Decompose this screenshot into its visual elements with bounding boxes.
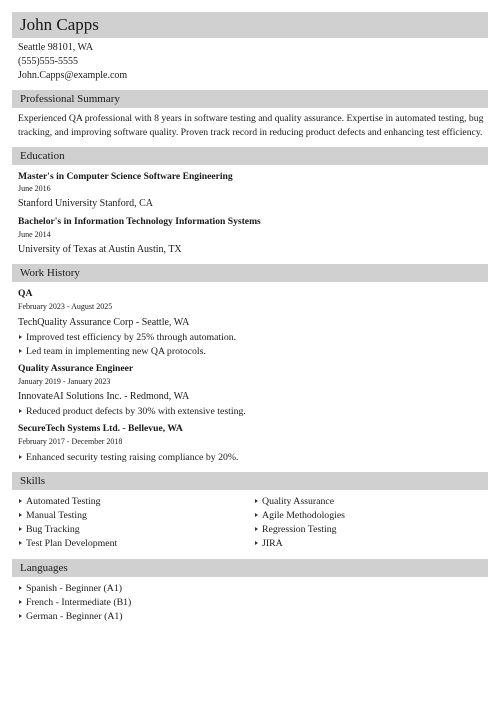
- phone: (555)555-5555: [18, 56, 78, 67]
- address: Seattle 98101, WA: [18, 42, 94, 53]
- degree-date: June 2016: [18, 184, 51, 193]
- skill-item: Quality Assurance: [262, 496, 335, 507]
- email[interactable]: John.Capps@example.com: [18, 70, 128, 81]
- degree-title: Master's in Computer Science Software Engineering: [18, 171, 233, 182]
- job-dates: February 2017 - December 2018: [18, 437, 123, 446]
- degree-date: June 2014: [18, 230, 51, 239]
- job-title: QA: [18, 288, 33, 299]
- summary-text: Experienced QA professional with 8 years in software testing and quality assurance. Expertise in automated testing, bug tracking, and improving software quality. Proven track record in reducing product defects and enhancing test efficiency.: [18, 113, 484, 138]
- job-bullet: Led team in implementing new QA protocols.: [26, 346, 206, 357]
- skill-item: Test Plan Development: [26, 538, 118, 549]
- job-title: Quality Assurance Engineer: [18, 363, 134, 374]
- work-history-heading: Work History: [12, 264, 488, 282]
- job-bullet: Improved test efficiency by 25% through automation.: [26, 332, 237, 343]
- job-dates: February 2023 - August 2025: [18, 302, 113, 311]
- education-heading: Education: [12, 147, 488, 165]
- school-name: Stanford University Stanford, CA: [18, 198, 153, 209]
- skills-heading: Skills: [12, 472, 488, 490]
- skill-item: Agile Methodologies: [262, 510, 345, 521]
- job-bullet: Reduced product defects by 30% with extensive testing.: [26, 406, 246, 417]
- job-bullet: Enhanced security testing raising compliance by 20%.: [26, 452, 239, 463]
- job-title: SecureTech Systems Ltd. - Bellevue, WA: [18, 423, 183, 434]
- skill-item: Manual Testing: [26, 510, 87, 521]
- skill-item: Automated Testing: [26, 496, 101, 507]
- job-dates: January 2019 - January 2023: [18, 377, 111, 386]
- language-item: Spanish - Beginner (A1): [26, 583, 123, 594]
- language-item: French - Intermediate (B1): [26, 597, 132, 608]
- skill-item: Regression Testing: [262, 524, 337, 535]
- job-company: TechQuality Assurance Corp - Seattle, WA: [18, 317, 190, 328]
- language-item: German - Beginner (A1): [26, 611, 123, 622]
- summary-heading: Professional Summary: [12, 90, 488, 108]
- name-header: John Capps: [12, 12, 488, 38]
- skill-item: JIRA: [262, 538, 283, 549]
- job-company: InnovateAI Solutions Inc. - Redmond, WA: [18, 391, 190, 402]
- degree-title: Bachelor's in Information Technology Information Systems: [18, 216, 261, 227]
- languages-heading: Languages: [12, 559, 488, 577]
- school-name: University of Texas at Austin Austin, TX: [18, 244, 182, 255]
- skill-item: Bug Tracking: [26, 524, 80, 535]
